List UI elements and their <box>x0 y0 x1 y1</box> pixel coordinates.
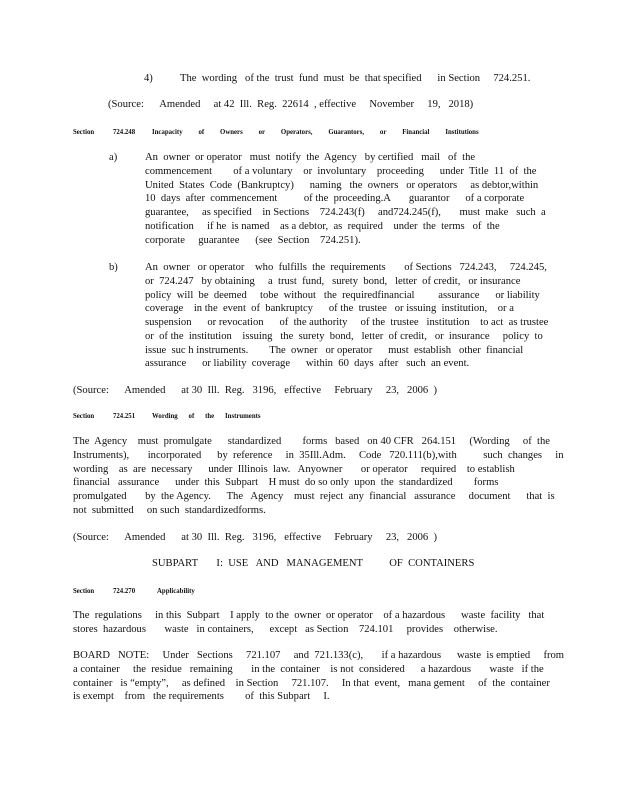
list-item-text: The wording of the trust fund must be that specified in Section 724.251. <box>180 73 531 84</box>
heading-word: Institutions <box>445 127 479 136</box>
paragraph-line: issue suc h instruments. The owner or operator must establish other financial <box>145 345 524 356</box>
paragraph-line: policy will be deemed tobe without the requiredfinancial assurance or liability <box>145 290 540 301</box>
paragraph-line: assurance or liability coverage within 60 days after such an event. <box>145 358 470 369</box>
paragraph-line: promulgated by the Agency. The Agency must reject any financial assurance document that is <box>73 491 555 502</box>
section-number-label: Section <box>73 411 95 420</box>
paragraph-line: not submitted on such standardizedforms. <box>73 505 266 516</box>
heading-word: the <box>205 411 215 420</box>
paragraph-line: financial assurance under this Subpart H must do so only upon the standardized forms <box>73 477 499 488</box>
section-heading-title <box>152 411 261 420</box>
section-code: 724.270 <box>113 586 136 595</box>
heading-word: Instruments <box>225 411 261 420</box>
paragraph-line: The Agency must promulgate standardized forms based on 40 CFR 264.151 (Wording of the <box>73 436 550 447</box>
paragraph-line: or 724.247 by obtaining a trust fund, surety bond, letter of credit, or insurance <box>145 276 521 287</box>
heading-word: Guarantors, <box>328 127 365 136</box>
heading-word: Financial <box>402 127 430 136</box>
paragraph-line: suspension or revocation of the authority of the trustee institution to act as trustee <box>145 317 549 328</box>
paragraph-line: commencement of a voluntary or involuntary proceeding under Title 11 of the <box>145 166 537 177</box>
board-note-line: container is “empty”, as defined in Section 721.107. In that event, mana gement of the container <box>73 678 550 689</box>
paragraph-line: stores hazardous waste in containers, except as Section 724.101 provides otherwise. <box>73 624 498 635</box>
section-number-label: Section <box>73 127 95 136</box>
section-code: 724.248 <box>113 127 136 136</box>
section-code: 724.251 <box>113 411 136 420</box>
section-heading-title: Applicability <box>157 586 195 595</box>
heading-word: Wording <box>152 411 178 420</box>
heading-word: Operators, <box>280 127 313 136</box>
list-item-number: 4) <box>144 73 153 84</box>
heading-word: Incapacity <box>152 127 183 136</box>
paragraph-line: United States Code (Bankruptcy) naming the owners or operators as debtor,within <box>145 180 539 191</box>
board-note-line: BOARD NOTE: Under Sections 721.107 and 721.133(c), if a hazardous waste is emptied from <box>73 650 565 661</box>
paragraph-line: coverage in the event of bankruptcy of the trustee or issuing institution, or a <box>145 303 514 314</box>
section-heading-title <box>152 127 479 136</box>
board-note-line: a container the residue remaining in the container is not considered a hazardous waste if the <box>73 664 544 675</box>
board-note-line: is exempt from the requirements of this Subpart I. <box>73 691 330 702</box>
source-note: (Source: Amended at 30 Ill. Reg. 3196, effective February 23, 2006 ) <box>73 385 438 396</box>
paragraph-line: 10 days after commencement of the proceeding.A guarantor of a corporate <box>145 193 525 204</box>
heading-word: or <box>379 127 387 136</box>
paragraph-line: notification if he is named as a debtor, as required under the terms of the <box>145 221 500 232</box>
paragraph-line: An owner or operator must notify the Agency by certified mail of the <box>145 152 476 163</box>
paragraph-line: Instruments), incorporated by reference in 35Ill.Adm. Code 720.111(b),with such changes in <box>73 450 564 461</box>
heading-word: or <box>258 127 266 136</box>
source-note: (Source: Amended at 30 Ill. Reg. 3196, effective February 23, 2006 ) <box>73 532 438 543</box>
paragraph-label: a) <box>109 152 118 163</box>
heading-word: of <box>188 411 195 420</box>
paragraph-line: wording as are necessary under Illinois law. Anyowner or operator required to establish <box>73 464 515 475</box>
subpart-title: SUBPART I: USE AND MANAGEMENT OF CONTAINERS <box>152 558 475 569</box>
source-note: (Source: Amended at 42 Ill. Reg. 22614 , effective November 19, 2018) <box>108 99 474 110</box>
paragraph-line: The regulations in this Subpart I apply to the owner or operator of a hazardous waste facility that <box>73 610 545 621</box>
section-number-label: Section <box>73 586 95 595</box>
paragraph-line: guarantee, as specified in Sections 724.243(f) and724.245(f), must make such a <box>145 207 546 218</box>
paragraph-label: b) <box>109 262 118 273</box>
paragraph-line: corporate guarantee (see Section 724.251). <box>145 235 361 246</box>
heading-word: of <box>198 127 205 136</box>
heading-word: Owners <box>220 127 243 136</box>
paragraph-line: An owner or operator who fulfills the requirements of Sections 724.243, 724.245, <box>145 262 547 273</box>
paragraph-line: or of the institution issuing the surety bond, letter of credit, or insurance policy to <box>145 331 543 342</box>
